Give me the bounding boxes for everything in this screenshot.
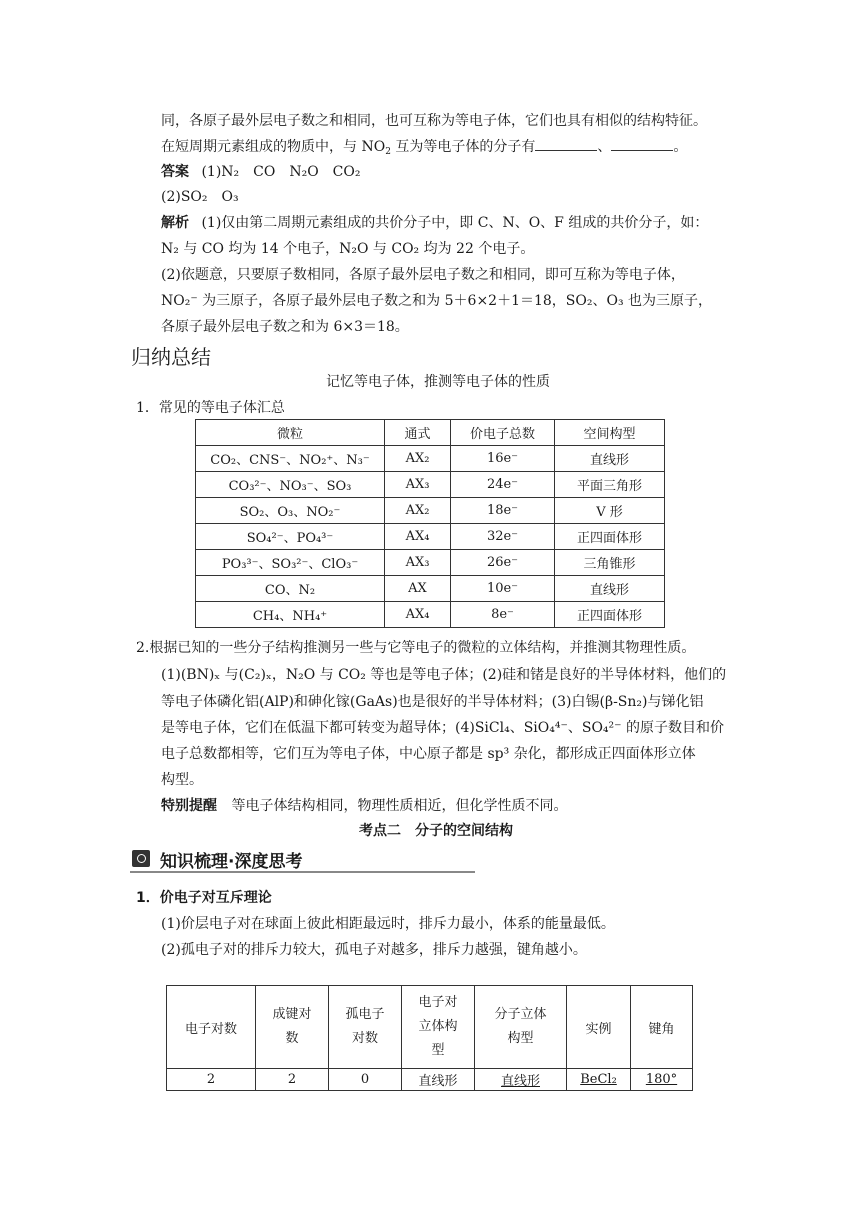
table-cell: 8e⁻ — [451, 602, 555, 628]
table-cell: AX₃ — [385, 550, 451, 576]
table-header — [256, 986, 329, 1069]
table-header: 实例 — [567, 986, 631, 1069]
analysis-line-2: N₂ 与 CO 均为 14 个电子，N₂O 与 CO₂ 均为 22 个电子。 — [161, 241, 535, 257]
item2-line-1: 2.根据已知的一些分子结构推测另一些与它等电子的微粒的立体结构，并推测其物理性质。 — [136, 640, 696, 656]
answer-fill: BeCl₂ — [580, 1072, 617, 1087]
item2-line-6: 构型。 — [161, 772, 203, 788]
answer-line-2: (2)SO₂ O₃ — [161, 189, 239, 205]
table-cell: AX₂ — [385, 498, 451, 524]
table-cell: 24e⁻ — [451, 472, 555, 498]
summary-subtitle: 记忆等电子体，推测等电子体的性质 — [326, 374, 550, 390]
table-cell: 正四面体形 — [555, 602, 665, 628]
item2-line-4: 是等电子体，它们在低温下都可转变为超导体；(4)SiCl₄、SiO₄⁴⁻、SO₄²⁻ 的原子数目和价 — [161, 720, 724, 736]
analysis-line-4: NO₂⁻ 为三原子，各原子最外层电子数之和为 5＋6×2＋1＝18，SO₂、O₃ 也为三原子， — [161, 293, 713, 309]
header-text: 分子立体构型 — [494, 1007, 547, 1046]
section2-item-1: 1．价电子对互斥理论 — [136, 890, 272, 906]
intro-line-2a: 在短周期元素组成的物质中，与 NO — [161, 139, 386, 155]
analysis-line-5: 各原子最外层电子数之和为 6×3＝18。 — [161, 319, 409, 335]
table-header-row — [196, 420, 665, 446]
table-cell: 0 — [329, 1069, 402, 1091]
table-cell: AX — [385, 576, 451, 602]
answer-label: 答案 — [161, 164, 189, 180]
answer-line-1 — [161, 162, 360, 182]
table-cell: SO₄²⁻、PO₄³⁻ — [196, 524, 385, 550]
intro-line-2c: 、 — [597, 139, 612, 155]
table-cell: 直线形 — [402, 1069, 475, 1091]
answer-blank-1[interactable] — [535, 137, 597, 151]
header-text: 孤电子对数 — [345, 1007, 385, 1046]
table-cell: AX₄ — [385, 524, 451, 550]
table-cell: 26e⁻ — [451, 550, 555, 576]
table-row — [196, 498, 665, 524]
vsepr-table — [166, 985, 693, 1091]
clock-icon — [132, 850, 150, 867]
table-cell: 2 — [167, 1069, 256, 1091]
table-cell: 16e⁻ — [451, 446, 555, 472]
table-header-row — [167, 986, 693, 1069]
banner-title: 知识梳理·深度思考 — [160, 852, 303, 872]
table-cell: 2 — [256, 1069, 329, 1091]
analysis-line-1 — [161, 213, 708, 233]
table-cell: 32e⁻ — [451, 524, 555, 550]
table-cell: CH₄、NH₄⁺ — [196, 602, 385, 628]
answer-blank-2[interactable] — [611, 137, 673, 151]
table-row — [196, 576, 665, 602]
table-row — [196, 524, 665, 550]
table-cell: 直线形 — [555, 446, 665, 472]
table-row — [167, 1069, 693, 1091]
intro-line-2d: 。 — [673, 139, 688, 155]
table-header — [329, 986, 402, 1069]
section2-line-1: (1)价层电子对在球面上彼此相距最远时，排斥力最小，体系的能量最低。 — [161, 916, 615, 932]
answer-line-1-text: (1)N₂ CO N₂O CO₂ — [201, 164, 361, 180]
analysis-line-1-text: (1)仅由第二周期元素组成的共价分子中，即 C、N、O、F 组成的共价分子，如： — [201, 215, 709, 231]
table-cell — [475, 1069, 567, 1091]
table-cell: 直线形 — [555, 576, 665, 602]
table-header: 微粒 — [196, 420, 385, 446]
table-cell: CO、N₂ — [196, 576, 385, 602]
table-cell: 三角锥形 — [555, 550, 665, 576]
table-cell: SO₂、O₃、NO₂⁻ — [196, 498, 385, 524]
isoelectronic-table — [195, 419, 665, 628]
header-text: 电子对立体构型 — [418, 995, 458, 1058]
item2-line-2: (1)(BN)ₓ 与(C₂)ₓ，N₂O 与 CO₂ 等也是等电子体；(2)硅和锗是良好的半导体材料，他们的 — [161, 667, 727, 683]
section-title: 考点二 分子的空间结构 — [359, 823, 513, 839]
table-header: 空间构型 — [555, 420, 665, 446]
table-cell: V 形 — [555, 498, 665, 524]
table-cell — [567, 1069, 631, 1091]
table-cell: PO₃³⁻、SO₃²⁻、ClO₃⁻ — [196, 550, 385, 576]
table-cell: 18e⁻ — [451, 498, 555, 524]
table-cell: AX₃ — [385, 472, 451, 498]
analysis-label: 解析 — [161, 215, 189, 231]
table-cell: 正四面体形 — [555, 524, 665, 550]
header-text: 成键对数 — [272, 1007, 312, 1046]
table-header — [402, 986, 475, 1069]
summary-item-1: 1．常见的等电子体汇总 — [136, 400, 285, 416]
table-header: 电子对数 — [167, 986, 256, 1069]
table-row — [196, 550, 665, 576]
item2-line-3: 等电子体磷化铝(AlP)和砷化镓(GaAs)也是很好的半导体材料；(3)白锡(β-Sn₂)与锑化铝 — [161, 694, 704, 710]
table-cell — [631, 1069, 693, 1091]
table-header — [475, 986, 567, 1069]
table-header: 通式 — [385, 420, 451, 446]
intro-line-2b: 互为等电子体的分子有 — [395, 139, 536, 155]
table-cell: CO₂、CNS⁻、NO₂⁺、N₃⁻ — [196, 446, 385, 472]
intro-line-2: 在短周期元素组成的物质中，与 $NO_2$ 互为等电子体的分子有 、 。 — [161, 139, 688, 157]
table-row — [196, 446, 665, 472]
summary-heading: 归纳总结 — [131, 345, 211, 369]
table-cell: AX₂ — [385, 446, 451, 472]
notice-label: 特别提醒 — [161, 798, 217, 814]
answer-fill: 直线形 — [500, 1074, 540, 1089]
answer-fill: 180° — [645, 1072, 678, 1087]
knowledge-banner — [130, 846, 475, 872]
table-cell: 平面三角形 — [555, 472, 665, 498]
table-header: 价电子总数 — [451, 420, 555, 446]
analysis-line-3: (2)依题意，只要原子数相同，各原子最外层电子数之和相同，即可互称为等电子体， — [161, 267, 685, 283]
special-notice — [161, 796, 567, 816]
table-cell: 10e⁻ — [451, 576, 555, 602]
table-cell: CO₃²⁻、NO₃⁻、SO₃ — [196, 472, 385, 498]
table-cell: AX₄ — [385, 602, 451, 628]
section2-line-2: (2)孤电子对的排斥力较大，孤电子对越多，排斥力越强，键角越小。 — [161, 942, 587, 958]
table-row — [196, 472, 665, 498]
intro-line-1: 同，各原子最外层电子数之和相同，也可互称为等电子体，它们也具有相似的结构特征。 — [161, 113, 707, 129]
item2-line-5: 电子总数都相等，它们互为等电子体，中心原子都是 sp³ 杂化，都形成正四面体形立体 — [161, 746, 696, 762]
table-row — [196, 602, 665, 628]
table-header: 键角 — [631, 986, 693, 1069]
notice-text: 等电子体结构相同，物理性质相近，但化学性质不同。 — [231, 798, 568, 814]
